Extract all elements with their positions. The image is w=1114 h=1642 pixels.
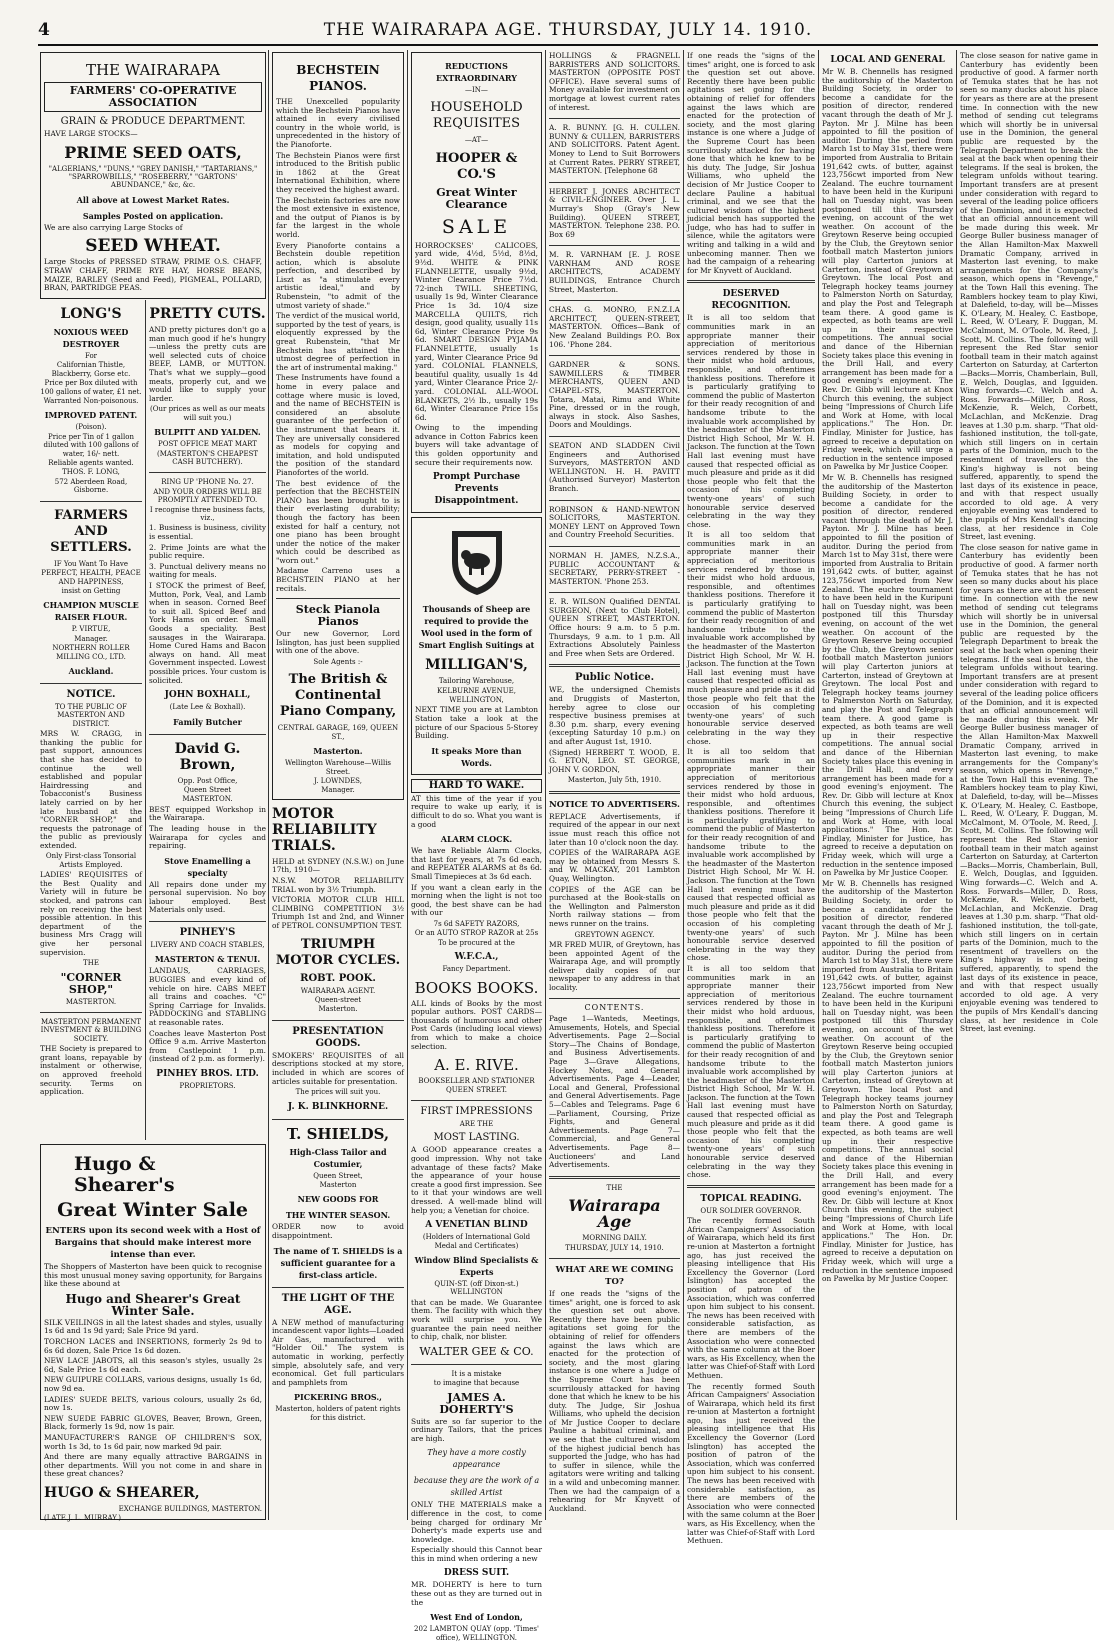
ad-text: SILK VEILINGS in all the latest shades and styles, usually 1s 6d and 1s 9d yard; Sale Price 9d yard. — [44, 1317, 262, 1336]
ad-text: Californian Thistle, Blackberry, Gorse etc. — [51, 361, 131, 378]
ad-title: MILLIGAN'S, — [425, 657, 528, 674]
ad-headline: SALE — [441, 215, 512, 238]
ad-text: KELBURNE AVENUE, — [437, 686, 516, 695]
ad-subtitle: ALARM CLOCK. — [440, 834, 513, 845]
ad-subtitle: ROBT. POOK. — [300, 972, 376, 984]
ad-text: ONLY THE MATERIALS make a difference in the cost, to come being charged for ordinary Mr Doherty's made experts use and knowledge. — [411, 1500, 542, 1544]
ad-text: Our new Governor, Lord Islington, has just been supplied with one of the above. — [276, 629, 400, 656]
ad-text: Window Blind Specialists & Experts — [414, 1254, 539, 1277]
ad-text: Madame Carreno uses a BECHSTEIN PIANO at her recitals. — [276, 566, 400, 593]
ad-text: It is a mistake — [451, 1369, 502, 1378]
ad-text: PROPRIETORS. — [179, 1082, 236, 1090]
ad-headline: HUGO & SHEARER, — [44, 1484, 200, 1501]
ad-text: Price per Box diluted with 100 gallons of water, £1 net. — [40, 379, 142, 396]
ad-text: Queen Street, — [313, 1171, 363, 1180]
ad-text: 7s 6d SAFETY RAZORS, — [433, 919, 520, 928]
hard-to-wake-ad — [411, 779, 542, 974]
contents-list: Page 1—Wanteds, Meetings, Amusements, Hotels, and Special Advertisements. Page 2—Social Story—The Chains of Bondage, and Business Advertisements. Page 3—Grave Allegations, Hockey Notes, and General Advertisements. Page 4—Leader, Local and General, Professional and General Advertisements. Page 5—Cables and Telegrams. Page 6—Parliament, Coursing, Prize Fights, and General Advertisements. Page 7—Commercial, and General Advertisements. Page 8—Auctioneers' and Land Advertisements. — [549, 1014, 680, 1170]
ad-title: BOOKS BOOKS. — [414, 978, 539, 997]
ad-subtitle: Great Winter Clearance — [436, 185, 517, 211]
ad-text: NORTHERN ROLLER MILLING CO., LTD. — [52, 644, 130, 661]
ad-text: 3. Punctual delivery means no waiting for meals. — [149, 561, 266, 580]
ad-text: Queen-street — [314, 996, 362, 1005]
column-rule — [407, 50, 408, 1520]
ad-text: AT this time of the year if you require to wake up early, it is difficult to do so. What you want is a good — [411, 793, 542, 829]
ad-text: Manager. — [321, 786, 355, 795]
article-body: If one reads the "signs of the times" aright, one is forced to ask the question set out above. Recently there have been public agitations set going for the obtaining of relief for offenders against the laws which are enacted for the protection of society, and the most glaring instance is one where a Judge of the Supreme Court has been scurrilously attacked for having done that which he knew to be his duty. The Judge, Sir Joshua Williams, who upheld the decision of Mr Justice Cooper to declare Pauline a habitual criminal, and we see that the cultured wisdom of the highest judicial bench has supported the Judge, who has had to suffer in silence, while the agitators were writing and talking in a wild and unbecoming manner. Then we had the campaign of a rehearing for Mr Knyvett of Auckland. — [549, 1288, 680, 1513]
article-body: It is all too seldom that communities mark in an appropriate manner their appreciation of meritorious services rendered by those in their midst who hold arduous, responsible, and oftentimes thankless positions. Therefore it is particularly gratifying to commend the public of Masterton for their ready recognition of and handsome tribute to the invaluable work accomplished by the headmaster of the Masterton District High School, Mr W. H. Jackson. The function at the Town Hall last evening must have caused that respected official as much pleasure and pride as it did those people who felt that the occasion of his completing twenty-one years' of such honourable service deserved celebrating in the way they chose. — [687, 747, 815, 963]
ad-text: Manager. — [74, 634, 108, 643]
ad-title: PINHEY'S — [179, 927, 236, 939]
ad-text: I STOCK the primest of Beef, Mutton, Pork, Veal, and Lamb when in season. Corned Beef to suit all. Spiced Beef and York Hams on order. Small Goods a speciality. Best sausages in the Wairarapa. Home Cured Hams and Bacon always on hand. All meat Government inspected. Lowest possible prices. Your custom is solicited. — [149, 580, 266, 685]
ad-text: (Late Lee & Boxhall). — [169, 703, 246, 712]
ad-text: Masterton. — [313, 746, 363, 757]
ad-subtitle: BULPITT AND YALDEN. — [154, 427, 261, 438]
ad-text: Coaches leave Masterton Post Office 9 a.m. Arrive Masterton from Castlepoint 1 p.m. (instead of 2 p.m. as formerly). — [149, 1028, 266, 1064]
ad-text: They have a more costly appearance — [427, 1448, 526, 1470]
ad-title: MASTERTON PERMANENT INVESTMENT & BUILDING SOCIETY. — [40, 1018, 142, 1043]
professional-card: NORMAN H. JAMES, N.Z.S.A., PUBLIC ACCOUNTANT & SECRETARY, PERRY-STREET - MASTERTON. 'Phone 253. — [549, 550, 680, 586]
page-header — [38, 18, 1098, 46]
ad-headline: "CORNER SHOP," — [60, 970, 122, 996]
article-body: Mr W. B. Chennells has resigned the auditorship of the Masterton Building Society, in order to become a candidate for the position of director, rendered vacant through the death of Mr J. Payton. Mr J. Milne has been appointed to fill the position of auditor. During the period from March 1st to May 31st, there were imported from Australia to Britain 191,642 cwts. of butter, against 123,756cwt imported from New Zealand. The euchre tournament to have been held in the Kuripuni hall on Tuesday night, was been postponed till this Thursday evening, on account of the wet weather. On account of the Greytown Reserve being occupied by the Club, the Greytown senior football match Masterton juniors will play Carterton juniors at Carterton, instead of Greytown at Greytown. The local Post and Telegraph hockey teams journey to Palmerston North on Saturday, and play the Post and Telegraph team there. A good game is expected, as both teams are well up in their respective competitions. The annual social and dance of the Hibernian Society takes place this evening in the Drill Hall, and every arrangement has been made for a good evening's enjoyment. The Rev. Dr. Gibb will lecture at Knox Church this evening, the subject being "Impressions of Church Life and Work at Home, with local applications." The Hon. Dr. Findlay, Minister for Justice, has agreed to receive a deputation on Friday week, which will urge a reduction in the sentence imposed on Pawelka by Mr Justice Cooper. — [822, 472, 953, 878]
ad-subtitle: PINHEY BROS. LTD. — [156, 1069, 259, 1079]
ad-text: 572 Aberdeen Road, Gisborne. — [54, 477, 128, 495]
ad-text: The Bechstein Pianos were first introduced to the British public in 1862 at the Great International Exhibition, where they received the highest award. — [276, 150, 400, 194]
ad-text: Sole Agents :- — [313, 658, 363, 667]
ad-text: Masterton. — [318, 1005, 358, 1014]
ad-text: MASTERTON. — [65, 997, 117, 1006]
ad-title: T. SHIELDS, — [286, 1124, 390, 1143]
ad-text: AND pretty pictures don't go a man much good if he's hungry—unless the pretty cuts are well selected cuts of choice BEEF, LAMB, or MUTTON. That's what we supply—good meats, properly cut, and we would like to supply your larder. — [149, 325, 266, 403]
ad-text: NEW GOODS FOR — [297, 1194, 379, 1205]
ad-text: MANUFACTURER'S RANGE OF CHILDREN'S SOX, worth 1s 3d, to 1s 6d pair, now marked 9d pair. — [44, 1432, 262, 1451]
ad-text: Suits are so far superior to the ordinary Tailors, that the prices are high. — [411, 1416, 542, 1443]
ad-department: GRAIN & PRODUCE DEPARTMENT. — [60, 116, 246, 127]
notice-title: NOTICE TO ADVERTISERS. — [549, 799, 680, 810]
column-rule — [818, 50, 819, 1520]
ad-title: HARD TO WAKE. — [411, 779, 542, 793]
ad-text: HELD at SYDNEY (N.S.W.) on June 17th, 1910— — [272, 856, 404, 875]
masthead-name: Wairarapa Age — [568, 1196, 661, 1232]
ad-text: The Shoppers of Masterton have been quick to recognise this most unusual money saving opportunity, for Bargains like these abound at — [44, 1262, 262, 1289]
ad-title: LONG'S — [60, 306, 122, 322]
ad-subtitle: FARMERS' CO-OPERATIVE ASSOCIATION — [44, 82, 262, 112]
ad-text: Family Butcher — [173, 716, 242, 727]
ad-text: We have Reliable Alarm Clocks, that last for years, at 7s 6d each, and REPEATER ALARMS at 8s 6d. Small Timepieces at 3s 6d each. — [411, 846, 542, 881]
ad-title: Hugo & Shearer's — [74, 1153, 175, 1196]
ad-title: FARMERS AND SETTLERS. — [50, 507, 132, 555]
ad-text: AND YOUR ORDERS WILL BE PROMPTLY ATTENDED TO. — [153, 487, 262, 505]
ad-text: —AT— — [464, 136, 489, 145]
ad-text: (LATE J. L. MURRAY.) — [44, 1514, 121, 1523]
professional-card: GARDNER & SONS. SAWMILLERS & TIMBER MERCHANTS, QUEEN AND CHAPEL-STS, MASTERTON. Totara, Matai, Rimu and White Pine, dressed or in the rough, always in stock. Also Sashes, Doors and Mouldings. — [549, 360, 680, 430]
ad-text: HORROCKSES' CALICOES, yard wide, 4½d, 5½d, 8½d, 9½d. WHITE & PINK FLANNELETTE, usually 9½d, Winter Clearance Price 7½d. 72-inch TWILL SHEETING, usually 1s 9d, Winter Clearance Price 1s 3d. 10/4 size MARCELLA QUILTS, rich design, good quality, usually 11s 6d, Winter Clearance Price 9s 6d. SMART DESIGN PYJAMA FLANNELETTE, usually 1s yard, Winter Clearance Price 9d yard. COLONIAL FLANNELS, beautiful quality, usually 1s 4d yard, Winter Clearance Price 2/- yard. COLONIAL ALL-WOOL BLANKETS, 2½ lb., usually 19s 6d, Winter Clearance Price 15s 6d. — [415, 240, 538, 422]
article-title: TOPICAL READING. — [700, 1193, 802, 1204]
ad-text: LADIES' SUEDE BELTS, various colours, usually 2s 6d, now 1s. — [44, 1394, 262, 1413]
article-body: If one reads the "signs of the times" aright, one is forced to ask the question set out above. Recently there have been public agitations set going for the obtaining of relief for offenders against the laws which are enacted for the protection of society, and the most glaring instance is one where a Judge of the Supreme Court has been scurrilously attacked for having done that which he knew to be his duty. The Judge, Sir Joshua Williams, who upheld the decision of Mr Justice Cooper to declare Pauline a habitual criminal, and we see that the cultured wisdom of the highest judicial bench has supported the Judge, who has had to suffer in silence, while the agitators were writing and talking in a wild and unbecoming manner. Then we had the campaign of a rehearing for Mr Knyvett of Auckland. — [687, 51, 815, 275]
ad-text: Opp. Post Office, — [177, 776, 238, 785]
article-body: Mr W. B. Chennells has resigned the auditorship of the Masterton Building Society, in order to become a candidate for the position of director, rendered vacant through the death of Mr J. Payton. Mr J. Milne has been appointed to fill the position of auditor. During the period from March 1st to May 31st, there were imported from Australia to Britain 191,642 cwts. of butter, against 123,756cwt imported from New Zealand. The euchre tournament to have been held in the Kuripuni hall on Tuesday night, was been postponed till this Thursday evening, on account of the wet weather. On account of the Greytown Reserve being occupied by the Club, the Greytown senior football match Masterton juniors will play Carterton juniors at Carterton, instead of Greytown at Greytown. The local Post and Telegraph hockey teams journey to Palmerston North on Saturday, and play the Post and Telegraph team there. A good game is expected, as both teams are well up in their respective competitions. The annual social and dance of the Hibernian Society takes place this evening in the Drill Hall, and every arrangement has been made for a good evening's enjoyment. The Rev. Dr. Gibb will lecture at Knox Church this evening, the subject being "Impressions of Church Life and Work at Home, with local applications." The Hon. Dr. Findlay, Minister for Justice, has agreed to receive a deputation on Friday week, which will urge a reduction in the sentence imposed on Pawelka by Mr Justice Cooper. — [822, 878, 953, 1284]
ad-text: Fancy Department. — [442, 965, 511, 974]
ad-subtitle: NOXIOUS WEED DESTROYER — [53, 327, 129, 349]
ad-text: QUIN-ST. (off Dixon-st.) WELLINGTON — [434, 1279, 519, 1297]
ad-subtitle: High-Class Tailor and Costumier, — [289, 1146, 387, 1169]
ad-text: Auckland. — [68, 665, 114, 676]
professional-card: CHAS. G. MONRO, F.N.Z.I.A ARCHITECT, QUEEN-STREET, MASTERTON. Offices—Bank of New Zealand Buildings P.O. Box 106. 'Phone 284. — [549, 305, 680, 349]
column-2 — [272, 50, 404, 1520]
ad-text: The prices will suit you. — [295, 1088, 381, 1097]
ad-subtitle: Stove Enamelling a specialty — [164, 855, 251, 878]
ad-title: MOTOR RELIABILITY TRIALS. — [272, 805, 377, 854]
column-1b — [149, 300, 266, 1140]
ad-text: 1. Business is business, civility is essential. — [149, 523, 266, 541]
light-ad — [272, 1293, 404, 1423]
article-title: LOCAL AND GENERAL — [830, 55, 945, 65]
ad-text: WAIRARAPA AGENT. — [300, 986, 376, 995]
ad-text: VICTORIA MOTOR CLUB HILL CLIMBING COMPETITION 3½ Triumph 1st and 2nd, and Winner of PETROL CONSUMPTION TEST. — [272, 895, 404, 931]
ad-text: All above at Lowest Market Rates. — [76, 194, 230, 205]
hugo-box — [40, 1144, 266, 1523]
ad-text: SMOKERS' REQUISITES of all descriptions stocked at my store, included in which are scores of articles suitable for presentation. — [272, 1050, 404, 1086]
ad-text: TORCHON LACES and INSERTIONS, formerly 2s 9d to 6s 6d dozen, Sale Price 1s 6d dozen. — [44, 1336, 262, 1355]
doherty-ad — [411, 1370, 542, 1642]
ad-text: The name of T. SHIELDS is a sufficient guarantee for a first-class article. — [273, 1245, 403, 1280]
column-rule — [268, 50, 269, 1520]
ad-title: THE WAIRARAPA — [85, 61, 221, 79]
ad-subtitle: CHAMPION MUSCLE RAISER FLOUR. — [43, 600, 139, 623]
ad-text: Large Stocks of PRESSED STRAW, PRIME O.S. CHAFF, STRAW CHAFF, PRIME RYE HAY, HORSE BEANS, MAIZE, BARLEY (Seed and Feed), PIGMEAL, POLLARD, BRAN, PARTRIDGE PEAS. — [44, 257, 262, 293]
ad-title: RING UP 'PHONE No. 27. — [161, 478, 254, 487]
notice-text: GREYTOWN AGENCY. — [574, 930, 655, 939]
ad-text: MRS W. CRAGG, in thanking the public for past support, announces that she has decided to continue the well established and popular Hairdressing and Tobacconist's Business lately carried on by her late husband at the "CORNER SHOP," and requests the patronage of the public as previously extended. — [40, 729, 142, 850]
ad-subtitle: W.F.C.A., — [454, 952, 499, 963]
boxhall-ad — [149, 478, 266, 727]
ad-text: HAVE LARGE STOCKS— — [44, 129, 138, 138]
notice-title: Public Notice. — [574, 672, 655, 684]
ad-text: (Poison). — [75, 423, 107, 432]
ad-title: PRESENTATION GOODS. — [292, 1025, 384, 1049]
ad-title: BECHSTEIN PIANOS. — [296, 63, 380, 93]
ad-subtitle: Prompt Purchase Prevents Disappointment. — [432, 472, 521, 507]
masthead-sub: MORNING DAILY. — [582, 1234, 647, 1243]
article-body: The recently formed South African Campaigners' Association of Wairarapa, which held its first re-union at Masterton a fortnight ago, has just received the pleasing intelligence that His Excellency the Governor (Lord Islington) has accepted the position of patron of the Association, which was conferred upon him subject to his consent. The news has been received with considerable satisfaction, as there are members of the Association who were connected with the same column at the Boer wars, as His Excellency, when the latter was Chief-of-Staff with Lord Methuen. — [687, 1216, 815, 1380]
professional-card: HOLLINGS & FRAGNELL BARRISTERS AND SOLICITORS. MASTERTON (OPPOSITE POST OFFICE). Have several sums of Money available for investment on mortgage at lowest current rates of interest. — [549, 51, 680, 112]
ad-text: Masterton, holders of patent rights for this district. — [275, 1405, 401, 1422]
professional-card: ROBINSON & HAND-NEWTON SOLICITORS, MASTERTON. MONEY LENT on Approved Town and Country Freehold Securities. — [549, 504, 680, 540]
column-rule — [683, 50, 684, 1520]
ad-title: PRETTY CUTS. — [149, 306, 266, 322]
ad-text: Especially should this Cannot bear this in mind when ordering a new — [411, 1545, 542, 1563]
ad-text: MASTERTON. — [182, 795, 233, 804]
article-body: It is all too seldom that communities mark in an appropriate manner their appreciation of meritorious services rendered by those in their midst who hold arduous, responsible, and oftentimes thankless positions. Therefore it is particularly gratifying to commend the public of Masterton for their ready recognition of and handsome tribute to the invaluable work accomplished by the headmaster of the Masterton District High School, Mr W. H. Jackson. The function at the Town Hall last evening must have caused that respected official as much pleasure and pride as it did those people who felt that the occasion of his completing twenty-one years' of such honourable service deserved celebrating in the way they chose. — [687, 313, 815, 529]
paper-masthead — [549, 1184, 680, 1252]
notice-ad — [40, 689, 142, 1006]
article-body: Mr W. B. Chennells has resigned the auditorship of the Masterton Building Society, in order to become a candidate for the position of director, rendered vacant through the death of Mr J. Payton. Mr J. Milne has been appointed to fill the position of auditor. During the period from March 1st to May 31st, there were imported from Australia to Britain 191,642 cwts. of butter, against 123,756cwt imported from New Zealand. The euchre tournament to have been held in the Kuripuni hall on Tuesday night, was been postponed till this Thursday evening, on account of the wet weather. On account of the Greytown Reserve being occupied by the Club, the Greytown senior football match Masterton juniors will play Carterton juniors at Carterton, instead of Greytown at Greytown. The local Post and Telegraph hockey teams journey to Palmerston North on Saturday, and play the Post and Telegraph team there. A good game is expected, as both teams are well up in their respective competitions. The annual social and dance of the Hibernian Society takes place this evening in the Drill Hall, and every arrangement has been made for a good evening's enjoyment. The Rev. Dr. Gibb will lecture at Knox Church this evening, the subject being "Impressions of Church Life and Work at Home, with local applications." The Hon. Dr. Findlay, Minister for Justice, has agreed to receive a deputation on Friday week, which will urge a reduction in the sentence imposed on Pawelka by Mr Justice Cooper. — [822, 67, 953, 472]
ad-text: Warranted Non-poisonous. — [43, 397, 139, 406]
column-4 — [549, 50, 680, 1520]
notice-text: MR FRED MUIR, of Greytown, has been appointed Agent of the Wairarapa Age, and will promptly deliver daily copies of our newspaper to any address in that locality. — [549, 939, 680, 992]
ad-title: REDUCTIONS EXTRAORDINARY — [435, 61, 518, 83]
ad-title: Steck Pianola Pianos — [295, 603, 381, 629]
professional-card: M. R. VARNHAM [E. J. ROSE VARNHAM AND ROSE ARCHITECTS, ACADEMY BUILDINGS, Entrance Church Street, Masterton. — [549, 250, 680, 294]
masthead-the: THE — [606, 1183, 623, 1192]
ad-text: NEW LACE JABOTS, all this season's styles, usually 2s 6d, Sale Price 1s 6d each. — [44, 1356, 262, 1374]
ad-text: Wellington Warehouse—Willis Street. — [284, 759, 392, 776]
professional-card: SEATON AND SLADDEN Civil Engineers and Authorised Surveyors, MASTERTON AND WELLINGTON. H. H. PAVITT (Authorised Surveyor) Masterton Branch. — [549, 440, 680, 493]
ad-text: Thousands of Sheep are required to provide the Wool used in the form of Smart English Suitings at — [418, 604, 535, 651]
ad-text: The leading house in the Wairarapa for cycles and repairing. — [149, 823, 266, 851]
venetian-blind-ad — [411, 1106, 542, 1358]
ad-title: NOTICE. — [66, 688, 116, 700]
sheep-crest-icon — [442, 525, 512, 599]
notice-text: REPLACE Advertisements, if required of the appear in our next issue must reach this office not later than 10 o'clock noon the day. — [549, 811, 680, 847]
ad-text: Every Pianoforte contains a Bechstein double repetition action, which is absolute perfection, and described by Liszt as "a stimulate every artistic ideal," and by Rubenstein, "to admit of the utmost variety of shade." — [276, 240, 400, 310]
notice-text: Masterton, July 5th, 1910. — [567, 776, 662, 785]
ad-subtitle: JOHN BOXHALL, — [164, 690, 251, 701]
ad-text: We are also carrying Large Stocks of — [44, 222, 183, 232]
ad-text: Masterton — [319, 1181, 357, 1190]
notice-to-advertisers — [549, 799, 680, 993]
ad-text: For — [84, 352, 98, 360]
ad-text: —IN— — [465, 86, 488, 94]
presentation-ad — [272, 1026, 404, 1113]
ad-subtitle: J. K. BLINKHORNE. — [287, 1101, 389, 1112]
ad-text: EXCHANGE BUILDINGS, MASTERTON. — [118, 1504, 262, 1513]
ad-text: ORDER now to avoid disappointment. — [272, 1222, 404, 1241]
ad-text: The best evidence of the perfection that the BECHSTEIN PIANO has been brought to is their everlasting durability; though the factory has been existed for half a century, not one piano has been brought under the notice of the maker which could be described as "worn out." — [276, 478, 400, 565]
page-number: 4 — [38, 20, 50, 40]
ad-text: Samples Posted on application. — [82, 210, 224, 221]
public-notice — [549, 672, 680, 784]
professional-card: E. R. WILSON Qualified DENTAL SURGEON, (Next to Club Hotel), QUEEN STREET, MASTERTON. Office hours: 9 a.m. to 5 p.m. Thursdays, 9 a.m. to 1 p.m. All Extractions Absolutely Painless and Free when Sets are Ordered. — [549, 597, 680, 658]
ad-text: Queen Street — [183, 785, 232, 794]
hooper-ad — [411, 52, 542, 513]
ad-text: If you want a clean early in the morning when the light is not too good, the best shave can be had with our — [411, 882, 542, 918]
article-body: It is all too seldom that communities mark in an appropriate manner their appreciation of meritorious services rendered by those in their midst who hold arduous, responsible, and oftentimes thankless positions. Therefore it is particularly gratifying to commend the public of Masterton for their ready recognition of and handsome tribute to the invaluable work accomplished by the headmaster of the Masterton District High School, Mr W. H. Jackson. The function at the Town Hall last evening must have caused that respected official as much pleasure and pride as it did those people who felt that the occasion of his completing twenty-one years' of such honourable service deserved celebrating in the way they chose. — [687, 963, 815, 1180]
ad-text: MASTERTON & TENUI. — [154, 954, 261, 965]
ad-text: that can be made. We Guarantee them. The facility with which they work will surprise you. We guarantee the pain need neither to chip, chalk, nor blister. — [411, 1297, 542, 1342]
notice-text: WE, the undersigned Chemists and Druggists of Masterton, hereby agree to close our respective business premises at 8.30 p.m. sharp, every evening (excepting Saturday 10 p.m.) on and after August 1st, 1910. — [549, 685, 680, 746]
ad-text: J. LOWNDES, — [314, 777, 362, 786]
ad-text: BEST equipped Workshop in the Wairarapa. — [149, 804, 266, 823]
ad-headline: SEED WHEAT. — [85, 236, 221, 257]
ad-text: NEW SUEDE FABRIC GLOVES, Beaver, Brown, Green, Black, formerly 1s 9d, now 1s pair. — [44, 1413, 262, 1432]
building-society-ad — [40, 1018, 142, 1097]
ad-text: NEXT TIME you are at Lambton Station take a look at the picture of our Spacious 5-Storey Building. — [415, 705, 538, 741]
ad-text: To be procured at the — [438, 938, 515, 947]
professional-card: A. R. BUNNY. [G. H. CULLEN. BUNNY & CULLEN, BARRISTERS AND SOLICITORS. Patent Agent. Money to Lend to Suit Borrowers at Current Rates. PERRY STREET, MASTERTON. [Telephone 68 — [549, 123, 680, 176]
ad-subtitle: TO THE PUBLIC OF MASTERTON AND DISTRICT. — [55, 702, 127, 728]
ad-text: MR. DOHERTY is here to turn these out as they are turned out in the — [411, 1580, 542, 1607]
ad-text: West End of London, — [430, 1612, 523, 1623]
motor-trials-ad — [272, 806, 404, 1014]
ad-text: (Our prices as well as our meats will suit you.) — [150, 405, 265, 422]
ad-text: to imagine that because — [433, 1379, 520, 1388]
article-subtitle: OUR SOLDIER GOVERNOR. — [700, 1206, 802, 1215]
column-1a — [40, 300, 142, 1140]
ad-text: N.S.W. MOTOR RELIABILITY TRIAL won by 3½ Triumph. — [272, 876, 404, 894]
contents — [549, 1004, 680, 1169]
ad-subtitle: PICKERING BROS., — [294, 1392, 382, 1403]
ad-text: The verdict of the musical world, supported by the test of years, is eloquently expressed by the great Rubenstein, "that Mr Bechstein has attained the utmost degree of perfection in the art of instrumental making." — [276, 311, 400, 372]
ad-text: ARE THE — [459, 1119, 494, 1128]
ad-text: NEW GUIPURE COLLARS, various designs, usually 1s 6d, now 9d ea. — [44, 1375, 262, 1393]
ad-text: These Instruments have found a home in every palace and cottage where music is loved, and the name of BECHSTEIN is considered an absolute guarantee of the perfection of the instrument that bears it. They are universally considered as models for copying and imitation, and hold undisputed the position of the standard Pianofortes of the world. — [276, 373, 400, 477]
column-3 — [411, 50, 542, 1642]
article-body: It is all too seldom that communities mark in an appropriate manner their appreciation of meritorious services rendered by those in their midst who hold arduous, responsible, and oftentimes thankless positions. Therefore it is particularly gratifying to commend the public of Masterton for their ready recognition of and handsome tribute to the invaluable work accomplished by the headmaster of the Masterton District High School, Mr W. H. Jackson. The function at the Town Hall last evening must have caused that respected official as much pleasure and pride as it did those people who felt that the occasion of his completing twenty-one years' of such honourable service deserved celebrating in the way they chose. — [687, 530, 815, 746]
ad-text: (MASTERTON'S CHEAPEST CASH BUTCHERY). — [156, 449, 259, 466]
farmers-coop-ad — [40, 52, 266, 299]
ad-text: ALL kinds of Books by the most popular authors. POST CARDS—thousands of humorous and other Post Cards (including local views) from which to make a choice selection. — [411, 998, 542, 1051]
masthead-date: THURSDAY, JULY 14, 1910. — [565, 1243, 664, 1252]
ad-text: P. VIRTUE, — [71, 625, 111, 634]
ad-text: Reliable agents wanted. — [48, 459, 134, 468]
pretty-cuts-ad — [149, 306, 266, 466]
hugo-shearer-ad — [40, 1142, 266, 1523]
column-5 — [687, 50, 815, 1546]
article-body: The close season for native game in Canterbury has evidently been productive of good. A farmer north of Temuka states that he has not seen so many ducks about his place for years as there are at the present time. In connection with the new method of sending cut telegrams which will shortly be in universal use in the Dominion, the general public are requested by the Telegraph Department to break the seal at the back when opening their telegrams. If the seal is broken, the telegram unfolds without tearing. Important transfers are at present under consideration with regard to several of the leading police officers of the Dominion, and it is expected that an official announcement will be made during this week. Mr George Buller business manager of the Allan Hamilton-Max Maxwell Dramatic Company, arrived in Masterton last evening, to make arrangements for the Company's season, which opens in "Revenge," at the Town Hall this evening. The Ramblers hockey team to play Kiwi, at Dalefield, to-day, will be—Misses K. O'Leary, M. Healey, C. Eastbope, L. Reed, W. O'Leary, F. Duggan, M. McCalmont, M. O'Toole, M. Reed, J. Scott, M. Collins. The following will represent the Red Star senior football team in their match against Carterton on Saturday, at Carterton—Backs—Morris, Chamberlain, Bull, E. Welch, Douglas, and Igguiden. Wing forwards—C. Welch and A. Ross. Forwards—Miller, D. Ross, McKenzie, R. Welch, Corbett, McLachlan, and McKenzie. Drag leaves at 1.30 p.m. sharp. "That old-fashioned institution, the toll-gate, which still lingers on in certain parts of the Dominion, much to the resentment of travellers on the King's highway is not being suffered, apparently, to spend the last days of its existence in peace, and with that respect usually accorded to old age. A very enjoyable evening was tendered to the pupils of Mrs Kendall's dancing class, at her residence in Cole Street, last evening. — [960, 51, 1098, 542]
ad-text: PERFECT, HEALTH, PEACE AND HAPPINESS, — [41, 569, 141, 586]
ad-subtitle: DRESS SUIT. — [443, 1568, 510, 1579]
ad-title: MOST LASTING. — [433, 1132, 520, 1144]
ad-text: And there are many equally attractive BARGAINS in other departments. Will you not come in and share in these great chances? — [44, 1452, 262, 1479]
ad-text: insist on Getting — [61, 586, 121, 595]
ad-text: THE Society is prepared to grant loans, repayable by instalment or otherwise, on approved freehold security. Terms on application. — [40, 1044, 142, 1097]
ad-text: A GOOD appearance creates a good impression. Why not take advantage of these facts? Make the appearance of your house create a good first impression. See to it that your windows are well dressed. A well-made blind will help you; a Venetian for choice. — [411, 1145, 542, 1215]
ad-text: The Bechstein factories are now the most extensive in existence, and the output of Pianos is by far the largest in the whole world. — [276, 195, 400, 239]
farmers-settlers-ad — [40, 508, 142, 677]
ad-headline: TRIUMPH MOTOR CYCLES. — [275, 936, 401, 968]
ad-text: because they are the work of a skilled Artist — [413, 1476, 540, 1498]
ad-subtitle: A VENETIAN BLIND — [425, 1220, 528, 1231]
column-rule — [545, 50, 546, 1520]
ad-text: Only First-class Tonsorial Artists Employed. — [45, 852, 137, 869]
ad-title: FIRST IMPRESSIONS — [420, 1105, 533, 1117]
ad-headline: WALTER GEE & CO. — [419, 1344, 534, 1358]
professional-card: HERBERT J. JONES ARCHITECT & CIVIL-ENGINEER. Over J. L. Murray's Shop (Gray's New Building). QUEEN STREET, MASTERTON. Telephone 238. P.O. Box 69 — [549, 186, 680, 239]
article-body: The close season for native game in Canterbury has evidently been productive of good. A farmer north of Temuka states that he has not seen so many ducks about his place for years as there are at the present time. In connection with the new method of sending cut telegrams which will shortly be in universal use in the Dominion, the general public are requested by the Telegraph Department to break the seal at the back when opening their telegrams. If the seal is broken, the telegram unfolds without tearing. Important transfers are at present under consideration with regard to several of the leading police officers of the Dominion, and it is expected that an official announcement will be made during this week. Mr George Buller business manager of the Allan Hamilton-Max Maxwell Dramatic Company, arrived in Masterton last evening, to make arrangements for the Company's season, which opens in "Revenge," at the Town Hall this evening. The Ramblers hockey team to play Kiwi, at Dalefield, to-day, will be—Misses K. O'Leary, M. Healey, C. Eastbope, L. Reed, W. O'Leary, F. Duggan, M. McCalmont, M. O'Toole, M. Reed, J. Scott, M. Collins. The following will represent the Red Star senior football team in their match against Carterton on Saturday, at Carterton—Backs—Morris, Chamberlain, Bull, E. Welch, Douglas, and Igguiden. Wing forwards—C. Welch and A. Ross. Forwards—Miller, D. Ross, McKenzie, R. Welch, Corbett, McLachlan, and McKenzie. Drag leaves at 1.30 p.m. sharp. "That old-fashioned institution, the toll-gate, which still lingers on in certain parts of the Dominion, much to the resentment of travellers on the King's highway is not being suffered, apparently, to spend the last days of its existence in peace, and with that respect usually accorded to old age. A very enjoyable evening was tendered to the pupils of Mrs Kendall's dancing class, at her residence in Cole Street, last evening. — [960, 542, 1098, 1034]
ad-text: WELLINGTON, — [449, 696, 504, 705]
ad-headline: A. E. RIVE. — [434, 1056, 519, 1075]
ad-text: "ALGERIANS," "DUNS," "GREY DANISH," "TARTARIANS," "SPARROWBILLS," "ROSEBERRY," "GARTONS' ABUNDANCE," &c, &c. — [48, 164, 258, 190]
column-rule — [956, 50, 957, 1520]
ad-text: (Holders of International Gold Medal and Certificates) — [422, 1233, 531, 1250]
editorial-coming — [549, 1264, 680, 1513]
ad-text: THE WINTER SEASON. — [285, 1210, 391, 1221]
shields-ad — [272, 1126, 404, 1281]
column-7 — [960, 50, 1098, 1520]
ad-subtitle: LIVERY AND COACH STABLES, — [150, 941, 265, 950]
newspaper-title: THE WAIRARAPA AGE. THURSDAY, JULY 14. 1910. — [323, 20, 813, 40]
ad-subtitle: IMPROVED PATENT. — [44, 410, 138, 421]
ad-text: CENTRAL GARAGE, 169, QUEEN ST., — [277, 724, 399, 741]
column-6 — [822, 50, 953, 1520]
ad-headline: HOOPER & CO.'S — [435, 150, 518, 182]
ad-text: Or an AUTO STROP RAZOR at 25s — [414, 929, 539, 938]
ad-subtitle: ENTERS upon its second week with a Host of Bargains that should make interest more intense than ever. — [45, 1226, 261, 1260]
ad-headline: HOUSEHOLD REQUISITES — [430, 100, 523, 132]
brown-ad — [149, 741, 266, 916]
notice-text: COPIES of the WAIRARAPA AGE may be obtained from Messrs S. and W. MACKAY, 201 Lambton Quay, Wellington. — [549, 848, 680, 883]
pinhey-ad — [149, 927, 266, 1090]
ad-text: 202 LAMBTON QUAY (opp. 'Times' office), WELLINGTON. — [414, 1625, 539, 1642]
ad-subtitle: It speaks More than Words. — [431, 745, 522, 768]
ad-text: LANDAUS, CARRIAGES, BUGGIES and every kind of vehicle on hire. CABS MEET all trains and coaches. "C" Spring Carriage for Invalids. PADDOCKING and STABLING at reasonable rates. — [149, 966, 266, 1028]
ad-title: David G. Brown, — [174, 740, 241, 773]
ad-text: BOOKSELLER AND STATIONER QUEEN STREET. — [418, 1077, 535, 1094]
ad-text: 2. Prime Joints are what the public require. — [149, 542, 266, 561]
ad-text: Owing to the impending advance in Cotton Fabrics keen buyers will take advantage of this golden opportunity and secure their requirements now. — [415, 423, 538, 467]
notice-text: (Signed) HERBERT T. WOOD, E. G. ETON, LEO. ST. GEORGE, JOHN V. GORDON, — [549, 747, 680, 774]
ad-headline: PRIME SEED OATS, — [64, 142, 242, 162]
ad-text: THE — [83, 959, 99, 968]
notice-text: COPIES of the AGE can be purchased at the Book-stalls on the Wellington and Palmerston North railway stations — from news runner on the trains. — [549, 884, 680, 928]
article-title: DESERVED RECOGNITION. — [711, 289, 791, 312]
ad-text: IF You Want To Have — [53, 559, 129, 568]
ad-text: LADIES' REQUISITES of the Best Quality and Variety will in future be stocked, and patrons can rely on receiving the best possible attention. In this department of the business Mrs Cragg will give her personal supervision. — [40, 870, 142, 957]
ad-text: POST OFFICE MEAT MART — [158, 440, 257, 449]
article-body: The recently formed South African Campaigners' Association of Wairarapa, which held its first re-union at Masterton a fortnight ago, has just received the pleasing intelligence that His Excellency the Governor (Lord Islington) has accepted the position of patron of the Association, which was conferred upon him subject to his consent. The news has been received with considerable satisfaction, as there are members of the Association who were connected with the same column at the Boer wars, as His Excellency, when the latter was Chief-of-Staff with Lord Methuen. — [687, 1381, 815, 1546]
article-title: WHAT ARE WE COMING TO? — [555, 1264, 674, 1287]
ad-text: All repairs done under my personal supervision. No boy labour employed. Best Materials only used. — [149, 879, 266, 915]
ad-text: A NEW method of manufacturing incandescent vapor lights—Loaded Air Gas, manufactured with "Holder Oil." The system is automatic in working, perfectly simple, absolutely safe, and very economical. Get full particulars and pamphlets from — [272, 1317, 404, 1387]
ad-text: Tailoring Warehouse, — [438, 677, 515, 686]
ad-title: Great Winter Sale — [57, 1199, 248, 1221]
ad-text: Price per Tin of 1 gallon diluted with 100 gallons of water, 16/- nett. — [43, 432, 139, 458]
ad-text: THE Unexcelled popularity which the Bechstein Pianos have attained in every civilised country in the whole world, is unprecedented in the history of the Pianoforte. — [276, 97, 400, 149]
ad-title: JAMES A. DOHERTY'S — [439, 1390, 514, 1416]
bechstein-ad — [272, 52, 404, 800]
ad-text: I recognise three business facts, viz., — [149, 505, 266, 522]
ad-headline: Hugo and Shearer's Great Winter Sale. — [65, 1291, 241, 1318]
contents-title: CONTENTS. — [584, 1003, 645, 1013]
ad-headline: The British & Continental Piano Company, — [279, 672, 397, 720]
books-ad — [411, 980, 542, 1094]
milligan-ad — [411, 517, 542, 775]
longs-ad — [40, 306, 142, 495]
ad-text: THOS. F. LONG, — [62, 468, 120, 477]
ad-title: THE LIGHT OF THE AGE. — [281, 1292, 395, 1316]
